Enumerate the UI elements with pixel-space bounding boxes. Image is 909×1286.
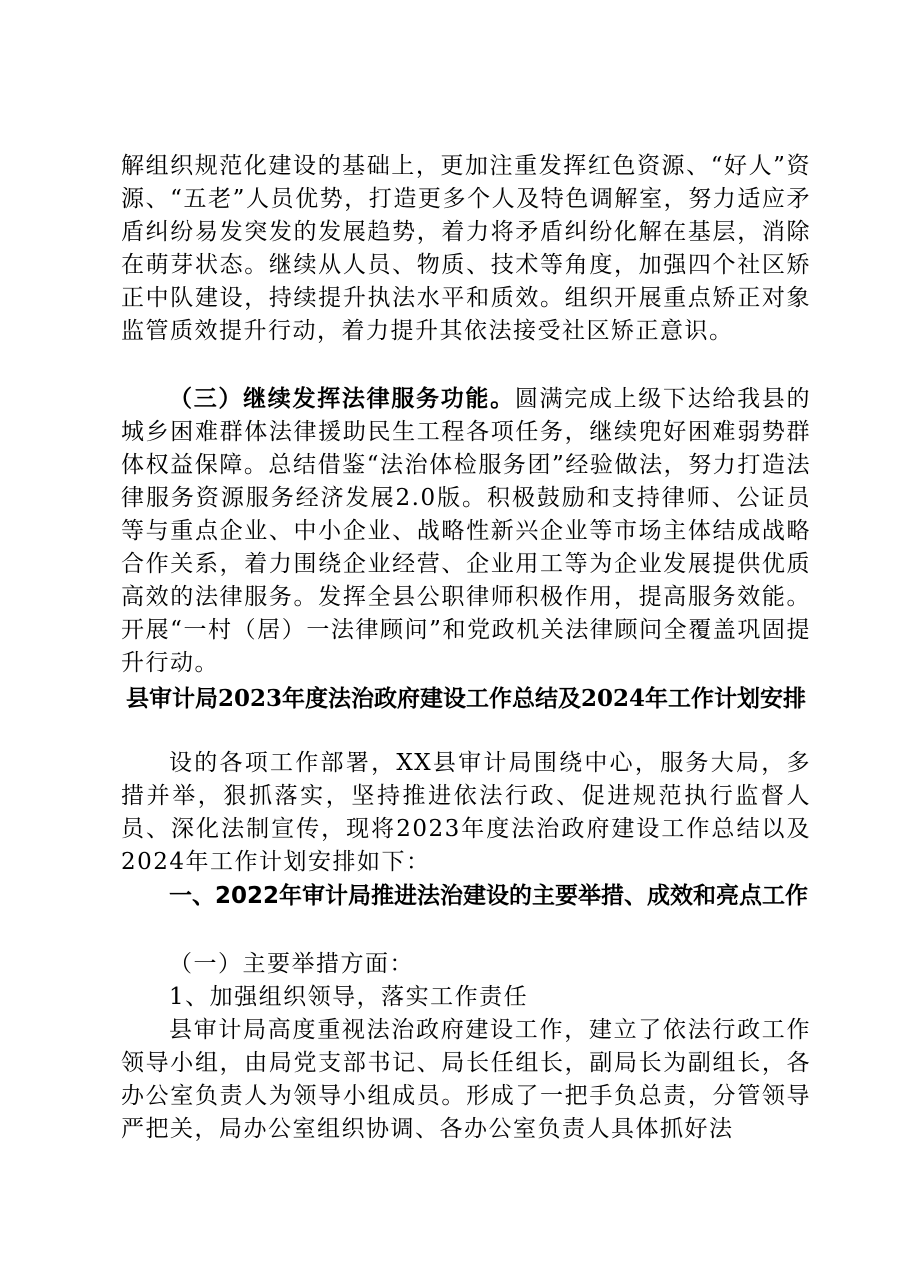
paragraph-intro: 设的各项工作部署，XX县审计局围绕中心，服务大局，多措并举，狠抓落实，坚持推进依法行政、促进规范执行监督人员、深化法制宣传，现将2023年度法治政府建设工作总结以及2024年工作计划安排如下：: [121, 750, 811, 875]
section-heading: 一、2022年审计局推进法治建设的主要举措、成效和亮点工作: [169, 883, 809, 909]
paragraph-body: 圆满完成上级下达给我县的城乡困难群体法律援助民生工程各项任务，继续兜好困难弱势群体权益保障。总结借鉴“法治体检服务团”经验做法，努力打造法律服务资源服务经济发展2.0版。积极鼓励和支持律师、公证员等与重点企业、中小企业、战略性新兴企业等市场主体结成战略合作关系，着力围绕企业经营、企业用工等为企业发展提供优质高效的法律服务。发挥全县公职律师积极作用，提高服务效能。开展“一村（居）一法律顾问”和党政机关法律顾问全覆盖巩固提升行动。: [121, 386, 812, 676]
list-item-heading: 1、加强组织领导，落实工作责任: [169, 984, 529, 1010]
paragraph-mediation: 解组织规范化建设的基础上，更加注重发挥红色资源、“好人”资源、“五老”人员优势，打造更多个人及特色调解室，努力适应矛盾纠纷易发突发的发展趋势，着力将矛盾纠纷化解在基层，消除在萌芽状态。继续从人员、物质、技术等角度，加强四个社区矫正中队建设，持续提升执法水平和质效。组织开展重点矫正对象监管质效提升行动，着力提升其依法接受社区矫正意识。: [121, 153, 811, 344]
paragraph-leadership: 县审计局高度重视法治政府建设工作，建立了依法行政工作领导小组，由局党支部书记、局长任组长，副局长为副组长，各办公室负责人为领导小组成员。形成了一把手负总责，分管领导严把关，局办公室组织协调、各办公室负责人具体抓好法: [121, 1017, 811, 1142]
document-title: 县审计局2023年度法治政府建设工作总结及2024年工作计划安排: [125, 685, 807, 712]
paragraph-legal-services: [121, 382, 811, 680]
paragraph-lead: （三）继续发挥法律服务功能。: [169, 385, 515, 412]
subsection-heading: （一）主要举措方面：: [169, 951, 414, 977]
